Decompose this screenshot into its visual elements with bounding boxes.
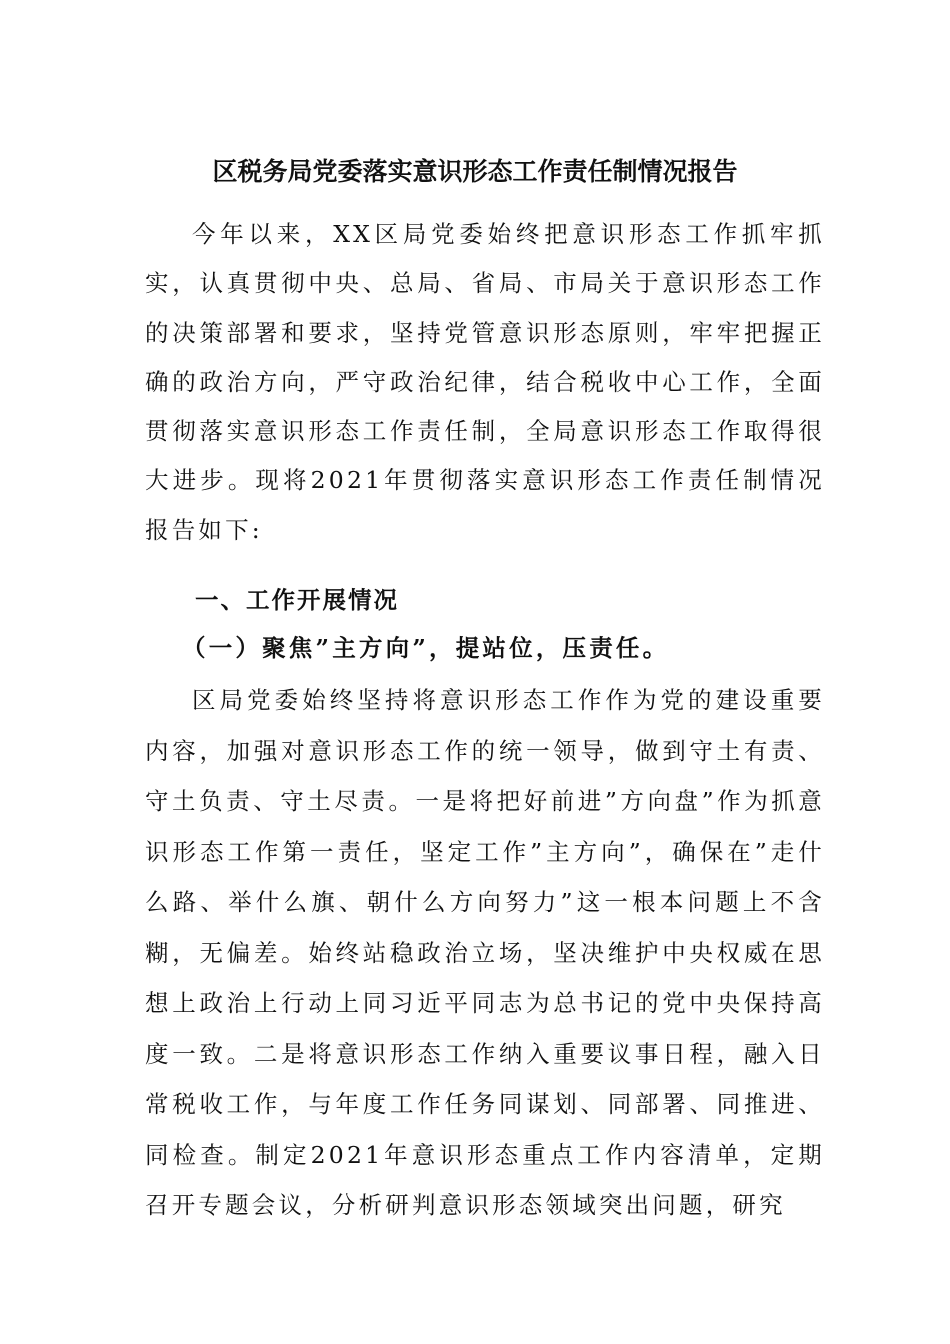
subsection-paragraph: 区局党委始终坚持将意识形态工作作为党的建设重要内容，加强对意识形态工作的统一领导，做到守土有责、守土负责、守土尽责。一是将把好前进”方向盘”作为抓意识形态工作第一责任，坚定工作”主方向”，确保在”走什么路、举什么旗、朝什么方向努力”这一根本问题上不含糊，无偏差。始终站稳政治立场，坚决维护中央权威在思想上政治上行动上同习近平同志为总书记的党中央保持高度一致。二是将意识形态工作纳入重要议事日程，融入日常税收工作，与年度工作任务同谋划、同部署、同推进、同检查。制定2021年意识形态重点工作内容清单，定期召开专题会议，分析研判意识形态领域突出问题，研究: [145, 686, 825, 1219]
section-heading: 一、工作开展情况: [195, 586, 399, 614]
subsection-heading: （一）聚焦”主方向”，提站位，压责任。: [182, 634, 670, 662]
document-title: 区税务局党委落实意识形态工作责任制情况报告: [212, 157, 738, 186]
intro-paragraph: 今年以来，XX区局党委始终把意识形态工作抓牢抓实，认真贯彻中央、总局、省局、市局关于意识形态工作的决策部署和要求，坚持党管意识形态原则，牢牢把握正确的政治方向，严守政治纪律，结合税收中心工作，全面贯彻落实意识形态工作责任制，全局意识形态工作取得很大进步。现将2021年贯彻落实意识形态工作责任制情况报告如下:: [145, 220, 825, 544]
intro-block: [145, 210, 825, 555]
subsection-body: [145, 675, 825, 1231]
